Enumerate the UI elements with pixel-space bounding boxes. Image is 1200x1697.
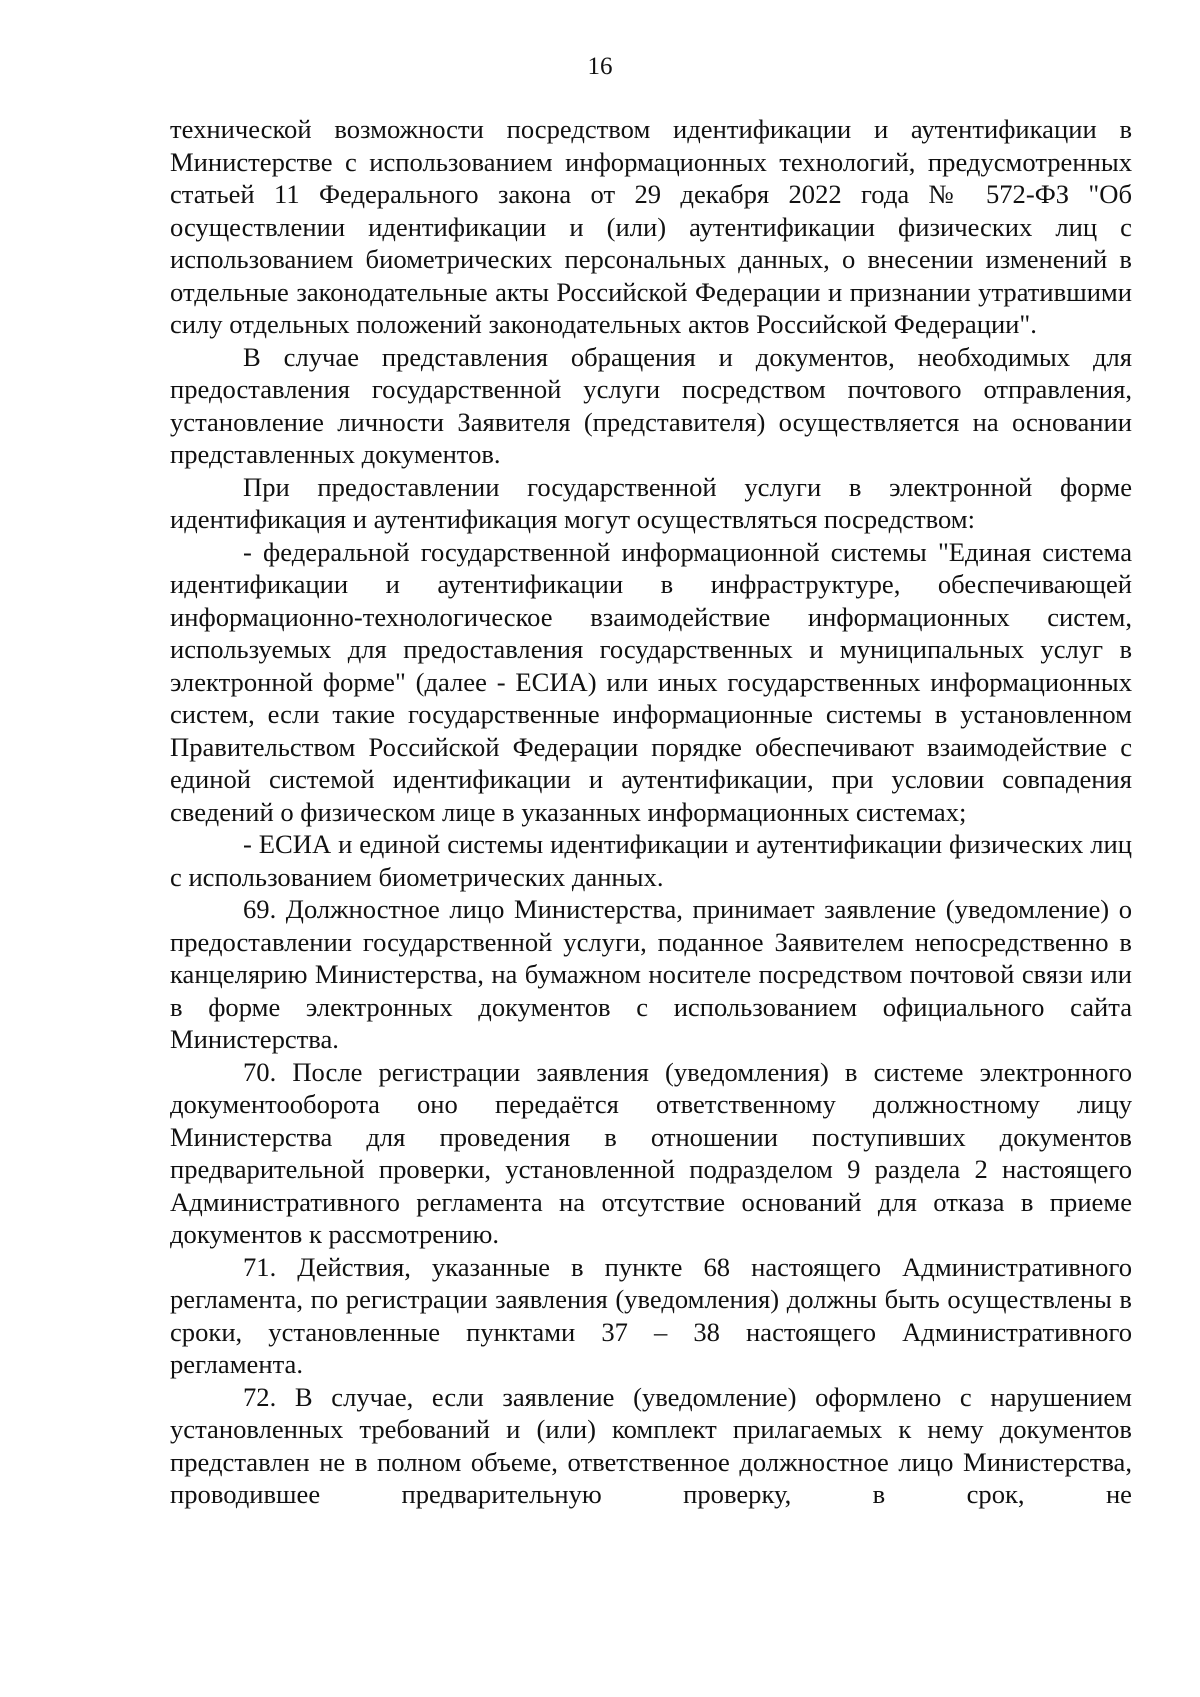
paragraph-electronic-identification: При предоставлении государственной услуги в электронной форме идентификация и аутентификация могут осуществляться посредством: [170, 471, 1132, 534]
list-item-biometric: - ЕСИА и единой системы идентификации и аутентификации физических лиц с использованием биометрических данных. [170, 829, 1132, 892]
paragraph-71: 71. Действия, указанные в пункте 68 настоящего Административного регламента, по регистрации заявления (уведомления) должны быть осуществлены в сроки, установленные пунктами 37 – 38 настоящего Административного регламента. [170, 1251, 1132, 1379]
page-number: 16 [587, 53, 613, 80]
list-item-esia: - федеральной государственной информационной системы "Единая система идентификации и аутентификации в инфраструктуре, обеспечивающей информационно-технологическое взаимодействие информационных систем, используемых для предоставления государственных и муниципальных услуг в электронной форме" (далее - ЕСИА) или иных государственных информационных систем, если такие государственные информационные системы в установленном Правительством Российской Федерации порядке обеспечивают взаимодействие с единой системой идентификации и аутентификации, при условии совпадения сведений о физическом лице в указанных информационных системах; [170, 536, 1132, 827]
paragraph-70: 70. После регистрации заявления (уведомления) в системе электронного документооборота оно передаётся ответственному должностному лицу Министерства для проведения в отношении поступивших документов предварительной проверки, установленной подразделом 9 раздела 2 настоящего Административного регламента на отсутствие оснований для отказа в приеме документов к рассмотрению. [170, 1056, 1132, 1249]
paragraph-72: 72. В случае, если заявление (уведомление) оформлено с нарушением установленных требований и (или) комплект прилагаемых к нему документов представлен не в полном объеме, ответственное должностное лицо Министерства, проводившее предварительную проверку, в срок, не [170, 1381, 1132, 1509]
document-body [170, 113, 1132, 1511]
paragraph-69: 69. Должностное лицо Министерства, принимает заявление (уведомление) о предоставлении государственной услуги, поданное Заявителем непосредственно в канцелярию Министерства, на бумажном носителе посредством почтовой связи или в форме электронных документов с использованием официального сайта Министерства. [170, 894, 1132, 1054]
paragraph-continuation: технической возможности посредством идентификации и аутентификации в Министерстве с использованием информационных технологий, предусмотренных статьей 11 Федерального закона от 29 декабря 2022 года № 572-ФЗ "Об осуществлении идентификации и (или) аутентификации физических лиц с использованием биометрических персональных данных, о внесении изменений в отдельные законодательные акты Российской Федерации и признании утратившими силу отдельных положений законодательных актов Российской Федерации". [170, 114, 1132, 339]
paragraph-postal-identification: В случае представления обращения и документов, необходимых для предоставления государственной услуги посредством почтового отправления, установление личности Заявителя (представителя) осуществляется на основании представленных документов. [170, 341, 1132, 469]
